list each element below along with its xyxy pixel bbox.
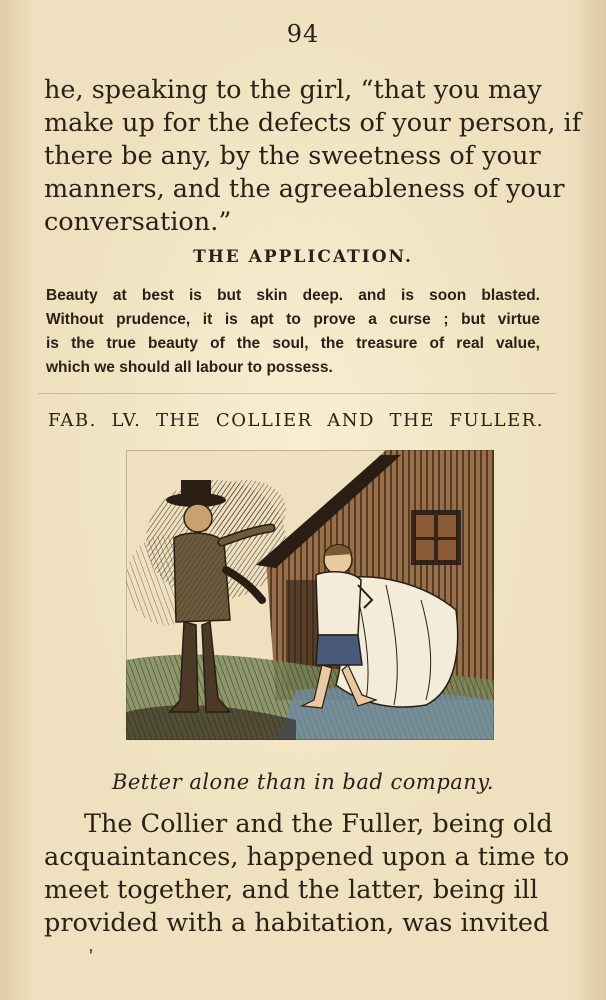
text-line: conversation.” (44, 207, 232, 237)
page-number: 94 (286, 20, 320, 48)
paragraph-continued (44, 74, 582, 239)
text-line: make up for the defects of your person, if (44, 108, 582, 138)
application-heading: THE APPLICATION. (193, 247, 413, 267)
text-line: meet together, and the latter, being ill (44, 875, 538, 905)
text-line: The Collier and the Fuller, being old (84, 809, 553, 839)
text-line: which we should all labour to possess. (46, 359, 333, 376)
text-line: Beauty at best is but skin deep. and is soon blasted. (46, 287, 540, 304)
text-line: there be any, by the sweetness of your (44, 141, 541, 171)
text-line: is the true beauty of the soul, the treasure of real value, (46, 335, 540, 352)
ink-mark: ’ (86, 945, 100, 968)
text-line: manners, and the agreeableness of your (44, 174, 565, 204)
illustration-caption: Better alone than in bad company. (111, 770, 495, 794)
woodcut-illustration (126, 450, 494, 740)
fable-title: FAB. LV. THE COLLIER AND THE FULLER. (48, 410, 544, 431)
text-line: Without prudence, it is apt to prove a curse ; but virtue (46, 311, 540, 328)
section-divider (38, 393, 556, 394)
text-line: he, speaking to the girl, “that you may (44, 75, 542, 105)
application-text (46, 284, 540, 380)
text-line: acquaintances, happened upon a time to (44, 842, 570, 872)
text-line: provided with a habitation, was invited (44, 908, 550, 938)
fable-paragraph (44, 808, 570, 940)
